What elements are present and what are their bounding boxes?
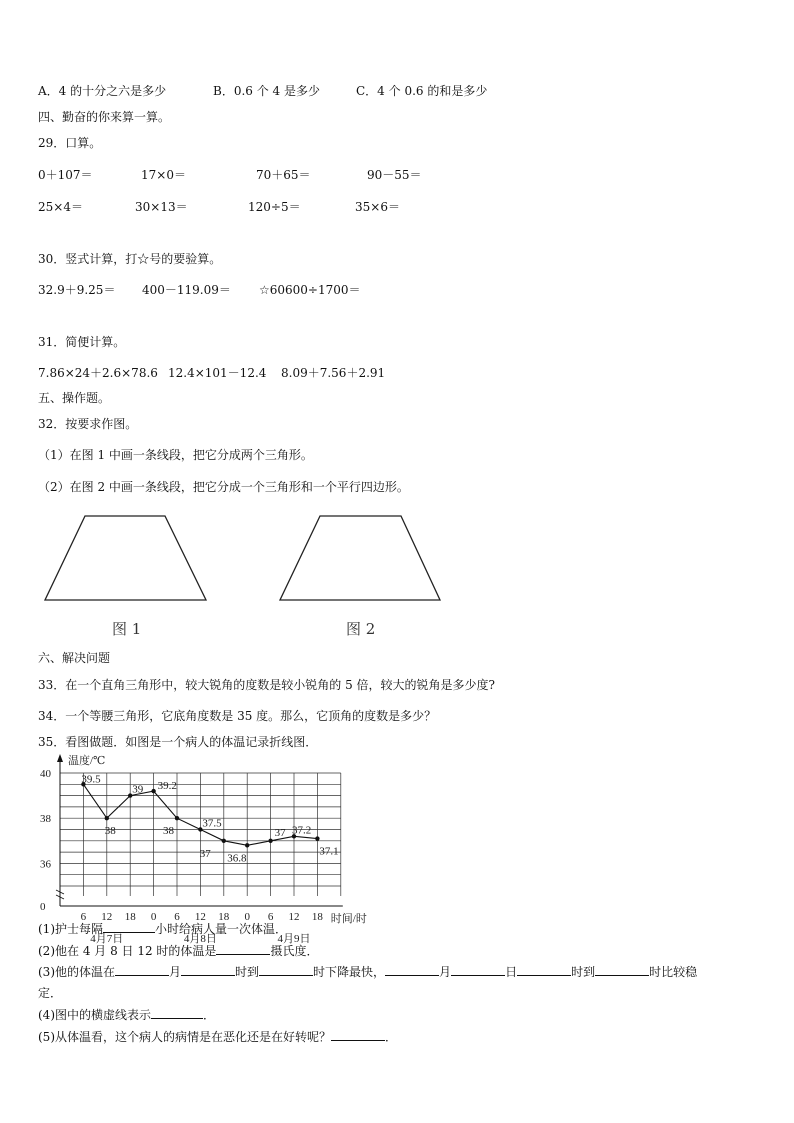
- q31-title: 31．简便计算。: [38, 335, 126, 349]
- q32-part1: （1）在图 1 中画一条线段，把它分成两个三角形。: [38, 448, 313, 462]
- x-axis-label: 时间/时: [330, 913, 367, 925]
- x-tick-label: 18: [311, 911, 323, 923]
- date-label: 4月9日: [277, 933, 311, 945]
- data-point: [315, 836, 319, 840]
- data-point: [268, 839, 272, 843]
- q35-sub4-text: (4)图中的横虚线表示: [38, 1008, 151, 1022]
- q30-item: 32.9＋9.25＝: [38, 283, 116, 297]
- q35-sub3-text: 月: [439, 965, 452, 979]
- q32-part2: （2）在图 2 中画一条线段，把它分成一个三角形和一个平行四边形。: [38, 480, 409, 494]
- x-tick-label: 18: [124, 911, 136, 923]
- data-point: [151, 789, 155, 793]
- x-tick-label: 12: [101, 911, 113, 923]
- q31-item: 12.4×101－12.4: [168, 366, 267, 380]
- x-tick-label: 0: [244, 911, 250, 923]
- q29-item: 35×6＝: [355, 200, 400, 214]
- q35-sub3: [38, 963, 697, 980]
- data-label: 37.1: [319, 845, 339, 858]
- option-a: A．4 的十分之六是多少: [38, 84, 167, 98]
- answer-blank[interactable]: [115, 963, 169, 976]
- data-point: [222, 839, 226, 843]
- q29-item: 25×4＝: [38, 200, 83, 214]
- y-tick-label: 36: [40, 858, 51, 871]
- q29-item: 0＋107＝: [38, 168, 93, 182]
- fig1-caption: 图 1: [112, 620, 142, 638]
- q35-sub5: [38, 1028, 397, 1045]
- answer-blank[interactable]: [517, 963, 571, 976]
- q32-title: 32．按要求作图。: [38, 417, 138, 431]
- x-tick-label: 0: [150, 911, 157, 923]
- q29-item: 17×0＝: [141, 168, 186, 182]
- date-label: 4月7日: [90, 933, 124, 945]
- q35-sub3-text: 时下降最快，: [313, 965, 386, 979]
- q35-sub3-text: 时到: [571, 965, 596, 979]
- q35-sub3-text: 月: [169, 965, 182, 979]
- y-axis-arrow: [57, 754, 63, 762]
- q35-sub3-text: 时到: [235, 965, 260, 979]
- data-point: [175, 816, 179, 820]
- q35-sub1: [38, 920, 287, 937]
- data-point: [105, 816, 109, 820]
- date-label: 4月8日: [183, 933, 217, 945]
- data-label: 38: [104, 825, 116, 838]
- q35-sub4: [38, 1006, 215, 1023]
- q35-sub3-text: 时比较稳: [649, 965, 698, 979]
- option-b: B．0.6 个 4 是多少: [213, 84, 320, 98]
- q35-sub5-text: ．: [385, 1030, 398, 1044]
- answer-blank[interactable]: [385, 963, 439, 976]
- data-label: 37.5: [202, 817, 222, 830]
- q29-item: 120÷5＝: [248, 200, 301, 214]
- q35-title: 35．看图做题．如图是一个病人的体温记录折线图．: [38, 735, 318, 749]
- q35-sub1-text-b: 小时给病人量一次体温．: [155, 922, 288, 936]
- chart-labels: [40, 753, 367, 945]
- q30-title: 30．竖式计算，打☆号的要验算。: [38, 252, 222, 266]
- fig2-caption: 图 2: [346, 620, 376, 638]
- answer-blank[interactable]: [103, 920, 155, 933]
- section5-title: 五、操作题。: [38, 391, 111, 405]
- q35-sub1-text-a: (1)护士每隔: [38, 922, 103, 936]
- q35-sub2-text-a: (2)他在 4 月 8 日 12 时的体温是: [38, 944, 217, 958]
- option-c: C．4 个 0.6 的和是多少: [356, 84, 488, 98]
- y-axis-label: 温度/℃: [68, 755, 106, 767]
- q33-text: 33．在一个直角三角形中，较大锐角的度数是较小锐角的 5 倍，较大的锐角是多少度?: [38, 678, 495, 692]
- x-tick-label: 6: [80, 911, 87, 923]
- data-point: [245, 843, 249, 847]
- q35-sub2-text-b: 摄氏度．: [270, 944, 319, 958]
- x-tick-label: 12: [194, 911, 206, 923]
- data-label: 37.2: [292, 824, 312, 837]
- answer-blank[interactable]: [151, 1006, 203, 1019]
- q31-item: 7.86×24＋2.6×78.6: [38, 366, 158, 380]
- x-tick-label: 6: [174, 911, 180, 923]
- y-tick-label: 40: [40, 768, 51, 780]
- q30-item: ☆60600÷1700＝: [259, 283, 361, 297]
- answer-blank[interactable]: [216, 942, 270, 955]
- x-tick-label: 18: [218, 911, 230, 923]
- q29-title: 29．口算。: [38, 136, 102, 150]
- x-tick-label: 12: [288, 911, 300, 923]
- q35-sub3-cont: 定．: [38, 986, 63, 1000]
- data-label: 39.2: [157, 780, 177, 793]
- q35-sub3-text: 日: [505, 965, 518, 979]
- data-label: 36.8: [227, 852, 247, 865]
- q34-text: 34．一个等腰三角形，它底角度数是 35 度。那么，它顶角的度数是多少？: [38, 709, 437, 723]
- section6-title: 六、解决问题: [38, 651, 111, 665]
- section4-title: 四、勤奋的你来算一算。: [38, 110, 171, 124]
- data-label: 37: [274, 826, 286, 839]
- q30-item: 400－119.09＝: [142, 283, 231, 297]
- answer-blank[interactable]: [331, 1028, 385, 1041]
- q35-sub2: [38, 942, 318, 959]
- answer-blank[interactable]: [181, 963, 235, 976]
- answer-blank[interactable]: [595, 963, 649, 976]
- data-label: 39.5: [81, 773, 101, 786]
- answer-blank[interactable]: [259, 963, 313, 976]
- data-label: 39: [132, 783, 144, 796]
- q29-item: 90－55＝: [367, 168, 422, 182]
- x-tick-label: 6: [267, 911, 274, 923]
- q31-item: 8.09＋7.56＋2.91: [281, 366, 386, 380]
- y-tick-label: 0: [40, 901, 46, 913]
- answer-blank[interactable]: [451, 963, 505, 976]
- data-label: 37: [199, 847, 211, 860]
- data-label: 38: [163, 825, 174, 838]
- q29-item: 30×13＝: [135, 200, 188, 214]
- q29-item: 70＋65＝: [256, 168, 311, 182]
- q35-sub5-text: (5)从体温看，这个病人的病情是在恶化还是在好转呢？: [38, 1030, 332, 1044]
- q35-sub4-text: ．: [203, 1008, 216, 1022]
- q35-sub3-text: (3)他的体温在: [38, 965, 115, 979]
- y-tick-label: 38: [40, 813, 51, 826]
